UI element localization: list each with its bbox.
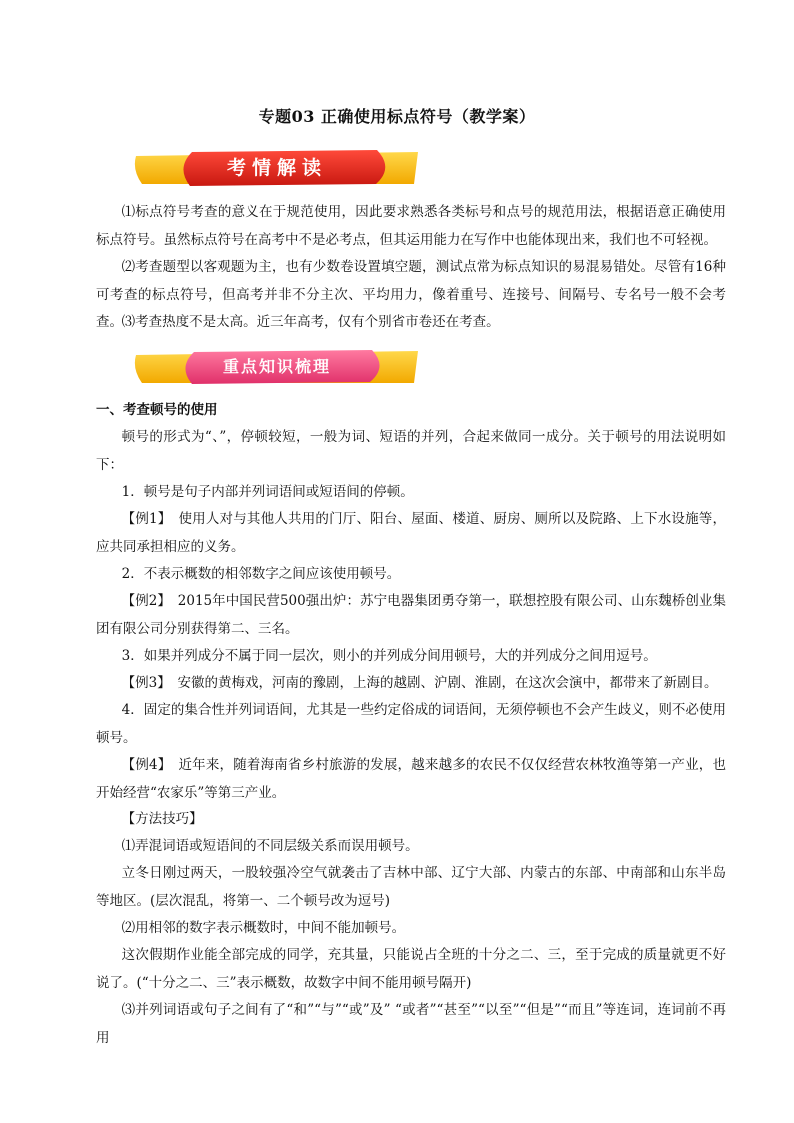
kaoqing-paragraph-1: ⑴标点符号考查的意义在于规范使用，因此要求熟悉各类标号和点号的规范用法，根据语意正确使用标点符号。虽然标点符号在高考中不是必考点，但其运用能力在写作中也能体现出来，我们也不可轻视。 [96,204,726,248]
example-1: 【例1】 使用人对与其他人共用的门厅、阳台、屋面、楼道、厨房、厕所以及院路、上下水设施等，应共同承担相应的义务。 [96,511,726,555]
method-1: ⑴弄混词语或短语间的不同层级关系而误用顿号。 [121,838,419,854]
banner-label: 考情解读 [226,157,327,179]
rule-3: 3．如果并列成分不属于同一层次，则小的并列成分间用顿号，大的并列成分之间用逗号。 [121,648,657,664]
example-4: 【例4】 近年来，随着海南省乡村旅游的发展，越来越多的农民不仅仅经营农林牧渔等第一产业，也开始经营“农家乐”等第三产业。 [96,757,726,801]
method-2: ⑵用相邻的数字表示概数时，中间不能加顿号。 [121,920,406,936]
method-1-example: 立冬日刚过两天，一股较强冷空气就袭击了吉林中部、辽宁大部、内蒙古的东部、中南部和山东半岛等地区。(层次混乱，将第一、二个顿号改为逗号) [96,865,726,909]
method-heading: 【方法技巧】 [121,811,203,827]
method-3: ⑶并列词语或句子之间有了“和”“与”“或”及” “或者”“甚至”“以至”“但是”“而且”等连词，连词前不再用 [96,1002,726,1046]
kaoqing-paragraph-3: ⑶考查热度不是太高。近三年高考，仅有个别省市卷还在考查。 [121,314,500,330]
heading-dunhao: 一、考查顿号的使用 [96,402,218,418]
kaoqing-paragraph-2: ⑵考查题型以客观题为主，也有少数卷设置填空题，测试点常为标点知识的易混易错处。尽管有16种可考查的标点符号，但高考并非不分主次、平均用力，像着重号、连接号、间隔号、专名号一般不会考查。 [96,259,726,330]
section-banner-zhishi [132,349,422,385]
example-2: 【例2】 2015年中国民营500强出炉：苏宁电器集团勇夺第一，联想控股有限公司、山东魏桥创业集团有限公司分别获得第二、三名。 [96,593,726,637]
banner-label: 重点知识梳理 [222,357,331,376]
intro-paragraph: 顿号的形式为“、”，停顿较短，一般为词、短语的并列，合起来做同一成分。关于顿号的用法说明如下： [96,429,726,473]
rule-4: 4．固定的集合性并列词语间，尤其是一些约定俗成的词语间，无须停顿也不会产生歧义，则不必使用顿号。 [96,702,726,746]
rule-1: 1．顿号是句子内部并列词语间或短语间的停顿。 [121,484,414,500]
section-banner-kaoqing [132,150,422,186]
example-3: 【例3】 安徽的黄梅戏，河南的豫剧，上海的越剧、沪剧、淮剧，在这次会演中，都带来了新剧目。 [121,675,718,691]
method-2-example: 这次假期作业能全部完成的同学，充其量，只能说占全班的十分之二、三，至于完成的质量就更不好说了。(“十分之二、三”表示概数，故数字中间不能用顿号隔开) [96,947,726,991]
page-title: 专题03 正确使用标点符号（教学案） [258,107,536,126]
rule-2: 2．不表示概数的相邻数字之间应该使用顿号。 [121,566,401,582]
